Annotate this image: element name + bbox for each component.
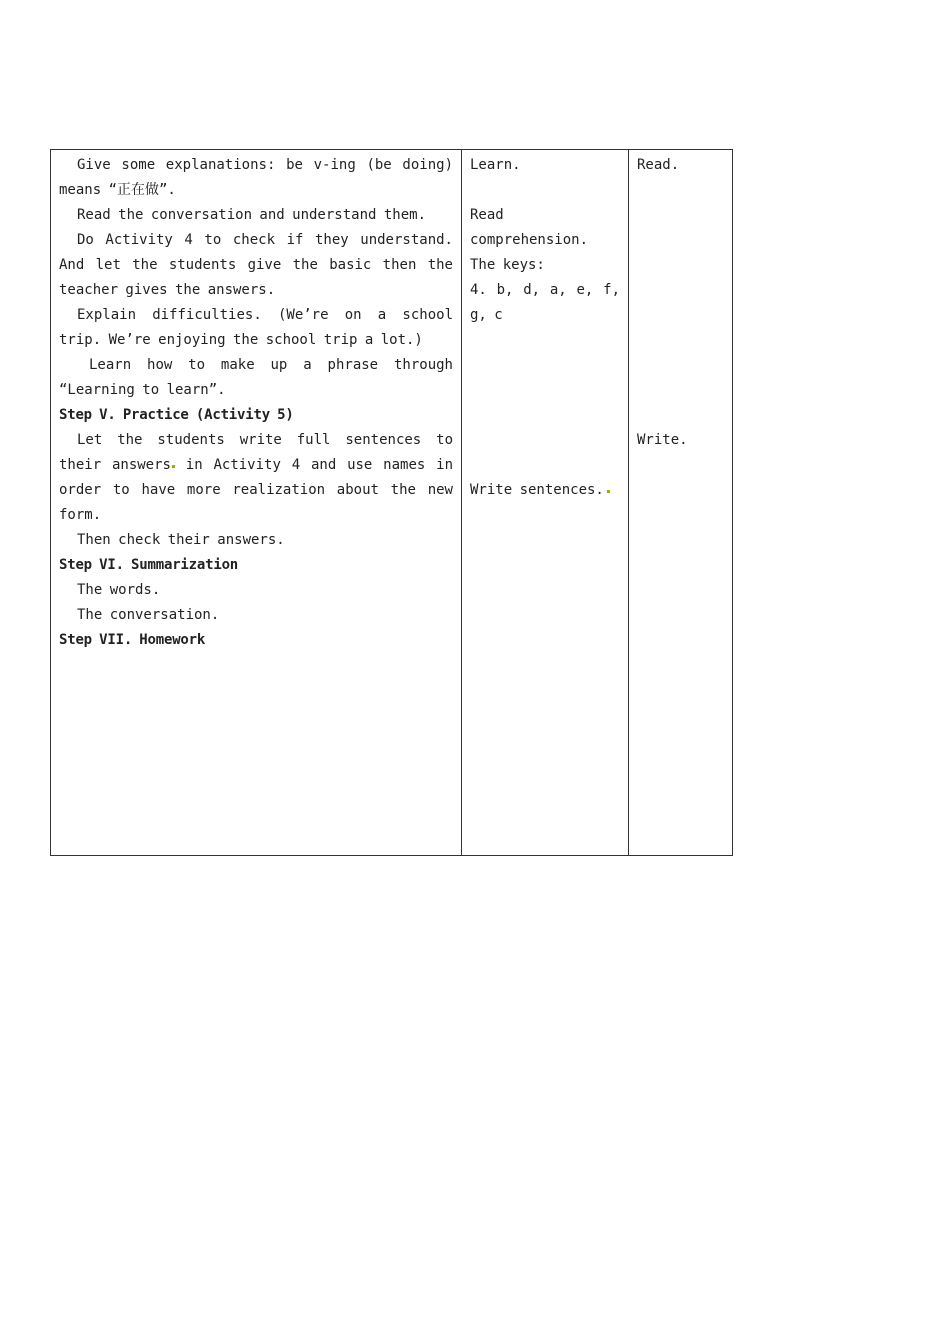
text-line: Let the students write full sentences to bbox=[77, 432, 453, 448]
text-line: The keys: bbox=[470, 257, 545, 273]
blank-line bbox=[637, 228, 724, 253]
blank-line bbox=[470, 328, 620, 353]
step-heading: Step V. Practice (Activity 5) bbox=[59, 407, 294, 423]
blank-line bbox=[470, 378, 620, 403]
text-line: 4. b, d, a, e, f, bbox=[470, 282, 620, 298]
text-line: Explain difficulties. (We’re on a school bbox=[77, 307, 453, 323]
blank-line bbox=[637, 403, 724, 428]
blank-line bbox=[637, 353, 724, 378]
student-activity-column bbox=[462, 150, 629, 855]
text-line: And let the students give the basic then the bbox=[59, 257, 453, 273]
text-line bbox=[59, 453, 453, 478]
blank-line bbox=[637, 303, 724, 328]
blank-line bbox=[637, 178, 724, 203]
blank-line bbox=[637, 203, 724, 228]
text-line: Give some explanations: be v-ing (be doing) bbox=[77, 157, 453, 173]
text-line: means “正在做”. bbox=[59, 182, 176, 198]
blank-line bbox=[470, 353, 620, 378]
blank-line bbox=[470, 428, 620, 453]
lesson-plan-table bbox=[50, 149, 733, 856]
text-line: trip. We’re enjoying the school trip a lot.) bbox=[59, 332, 423, 348]
text-line: Write. bbox=[637, 432, 688, 448]
text-line: Read bbox=[470, 207, 504, 223]
step-heading: Step VI. Summarization bbox=[59, 557, 239, 573]
text-line: comprehension. bbox=[470, 232, 589, 248]
text-line: The words. bbox=[77, 582, 161, 598]
blank-line bbox=[637, 328, 724, 353]
text-segment: Write sentences. bbox=[470, 482, 604, 498]
text-line: Learn how to make up a phrase through bbox=[89, 357, 453, 373]
blank-line bbox=[470, 178, 620, 203]
text-line: teacher gives the answers. bbox=[59, 282, 276, 298]
purpose-column bbox=[629, 150, 732, 855]
text-line: The conversation. bbox=[77, 607, 220, 623]
blank-line bbox=[470, 453, 620, 478]
text-line: form. bbox=[59, 507, 102, 523]
text-line: “Learning to learn”. bbox=[59, 382, 226, 398]
text-line: order to have more realization about the new bbox=[59, 482, 453, 498]
blank-line bbox=[637, 253, 724, 278]
text-line: Read. bbox=[637, 157, 680, 173]
text-segment: their answers bbox=[59, 457, 171, 473]
blank-line bbox=[637, 278, 724, 303]
text-segment: in Activity 4 and use names in bbox=[174, 457, 453, 473]
blank-line bbox=[470, 403, 620, 428]
text-line bbox=[470, 478, 620, 503]
text-line: Read the conversation and understand them. bbox=[77, 207, 427, 223]
text-line: Do Activity 4 to check if they understand. bbox=[77, 232, 453, 248]
step-heading: Step VII. Homework bbox=[59, 632, 206, 648]
text-line: Learn. bbox=[470, 157, 521, 173]
text-line: g, c bbox=[470, 307, 503, 323]
blank-line bbox=[637, 378, 724, 403]
text-line: Then check their answers. bbox=[77, 532, 285, 548]
highlight-mark bbox=[607, 490, 610, 493]
teacher-activity-column bbox=[51, 150, 462, 855]
